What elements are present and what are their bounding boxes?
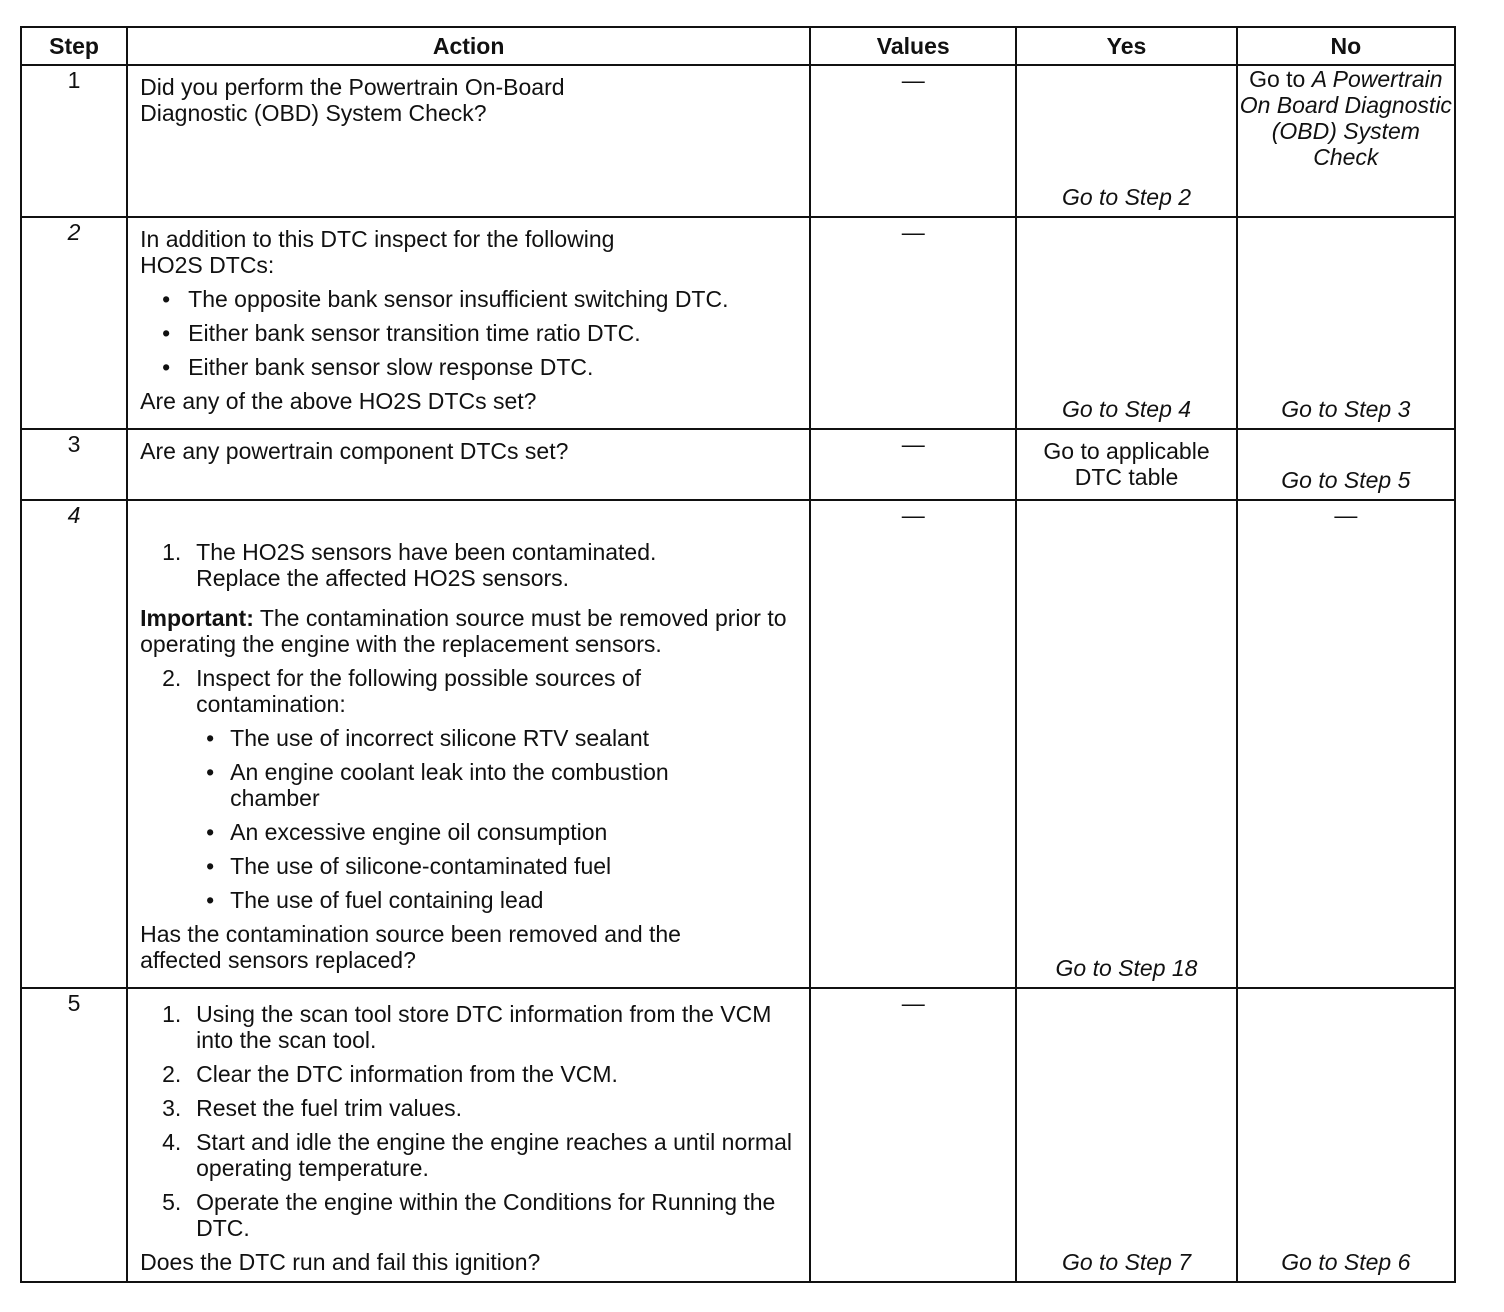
list-number: 2. [162, 1061, 182, 1087]
header-no: No [1237, 27, 1455, 65]
yes-cell [1016, 429, 1236, 500]
header-step: Step [21, 27, 127, 65]
list-number: 2. [162, 665, 182, 691]
action-cell [127, 217, 810, 429]
list-item [140, 539, 799, 591]
important-label: Important: [140, 605, 254, 631]
list-text: The HO2S sensors have been contaminated. Replace the affected HO2S sensors. [196, 539, 657, 591]
numbered-list [140, 665, 799, 717]
numbered-list [140, 1001, 799, 1241]
table-row-step-3 [21, 429, 1455, 500]
no-cell: — [1237, 500, 1455, 988]
no-goto-prefix: Go to [1249, 66, 1306, 92]
list-text: Clear the DTC information from the VCM. [196, 1061, 618, 1087]
no-goto: Go to Step 3 [1281, 396, 1411, 422]
no-goto: Go to Step 6 [1281, 1249, 1411, 1275]
no-cell [1237, 988, 1455, 1282]
action-text: Are any powertrain component DTCs set? [140, 438, 569, 464]
action-intro: In addition to this DTC inspect for the following HO2S DTCs: [140, 226, 615, 278]
values-cell: — [810, 988, 1016, 1282]
header-action: Action [127, 27, 810, 65]
yes-goto: Go to Step 4 [1061, 396, 1192, 422]
yes-cell [1016, 65, 1236, 217]
list-item [140, 1189, 799, 1241]
table-row-step-5 [21, 988, 1455, 1282]
list-item: • An engine coolant leak into the combustion chamber [140, 759, 799, 811]
step-number: 5 [21, 988, 127, 1282]
contamination-bullet-list [140, 725, 799, 913]
action-question: Are any of the above HO2S DTCs set? [140, 388, 537, 414]
list-item: • An excessive engine oil consumption [140, 819, 799, 845]
header-values: Values [810, 27, 1016, 65]
yes-goto: Go to Step 7 [1061, 1249, 1192, 1275]
step-number: 3 [21, 429, 127, 500]
yes-goto: Go to applicable DTC table [1043, 438, 1210, 490]
list-number: 3. [162, 1095, 182, 1121]
list-text: Reset the fuel trim values. [196, 1095, 463, 1121]
list-item: • The opposite bank sensor insufficient switching DTC. [140, 286, 799, 312]
values-cell: — [810, 217, 1016, 429]
list-item: • Either bank sensor transition time ratio DTC. [140, 320, 799, 346]
important-note [140, 605, 799, 657]
no-goto: Go to Step 5 [1281, 467, 1411, 493]
step-number: 2 [21, 217, 127, 429]
list-text: Start and idle the engine the engine reaches a until normal operating temperature. [196, 1129, 792, 1181]
header-yes: Yes [1016, 27, 1236, 65]
yes-cell [1016, 500, 1236, 988]
table-row-step-4 [21, 500, 1455, 988]
list-item [140, 1095, 799, 1121]
no-cell [1237, 429, 1455, 500]
numbered-list [140, 539, 799, 591]
no-cell [1237, 65, 1455, 217]
list-item: • The use of silicone-contaminated fuel [140, 853, 799, 879]
values-cell: — [810, 65, 1016, 217]
action-cell [127, 429, 810, 500]
step-number: 4 [21, 500, 127, 988]
yes-cell [1016, 988, 1236, 1282]
no-cell [1237, 217, 1455, 429]
list-item: • Either bank sensor slow response DTC. [140, 354, 799, 380]
list-number: 1. [162, 1001, 182, 1027]
important-text: The contamination source must be removed prior to operating the engine with the replacement sensors. [140, 605, 787, 657]
no-goto-link: A Powertrain On Board Diagnostic (OBD) System Check [1239, 66, 1452, 170]
list-number: 1. [162, 539, 182, 565]
values-cell: — [810, 500, 1016, 988]
list-item [140, 1129, 799, 1181]
list-item [140, 1061, 799, 1087]
list-text: Operate the engine within the Conditions for Running the DTC. [196, 1189, 776, 1241]
table-row-step-2 [21, 217, 1455, 429]
diagnostic-table [20, 26, 1456, 1283]
list-number: 4. [162, 1129, 182, 1155]
header-row [21, 27, 1455, 65]
step-number: 1 [21, 65, 127, 217]
dtc-bullet-list [140, 286, 799, 380]
list-item [140, 665, 799, 717]
yes-goto: Go to Step 2 [1061, 184, 1192, 210]
action-cell [127, 988, 810, 1282]
yes-goto: Go to Step 18 [1055, 955, 1198, 981]
list-number: 5. [162, 1189, 182, 1215]
table-row-step-1 [21, 65, 1455, 217]
yes-cell [1016, 217, 1236, 429]
list-item [140, 1001, 799, 1053]
action-cell [127, 65, 810, 217]
list-item: • The use of fuel containing lead [140, 887, 799, 913]
list-text: Using the scan tool store DTC information from the VCM into the scan tool. [196, 1001, 772, 1053]
action-question: Does the DTC run and fail this ignition? [140, 1249, 541, 1275]
values-cell: — [810, 429, 1016, 500]
action-text: Did you perform the Powertrain On-Board Diagnostic (OBD) System Check? [140, 74, 565, 126]
list-text: Inspect for the following possible sources of contamination: [196, 665, 642, 717]
action-cell [127, 500, 810, 988]
list-item: • The use of incorrect silicone RTV sealant [140, 725, 799, 751]
action-question: Has the contamination source been removed and the affected sensors replaced? [140, 921, 681, 973]
